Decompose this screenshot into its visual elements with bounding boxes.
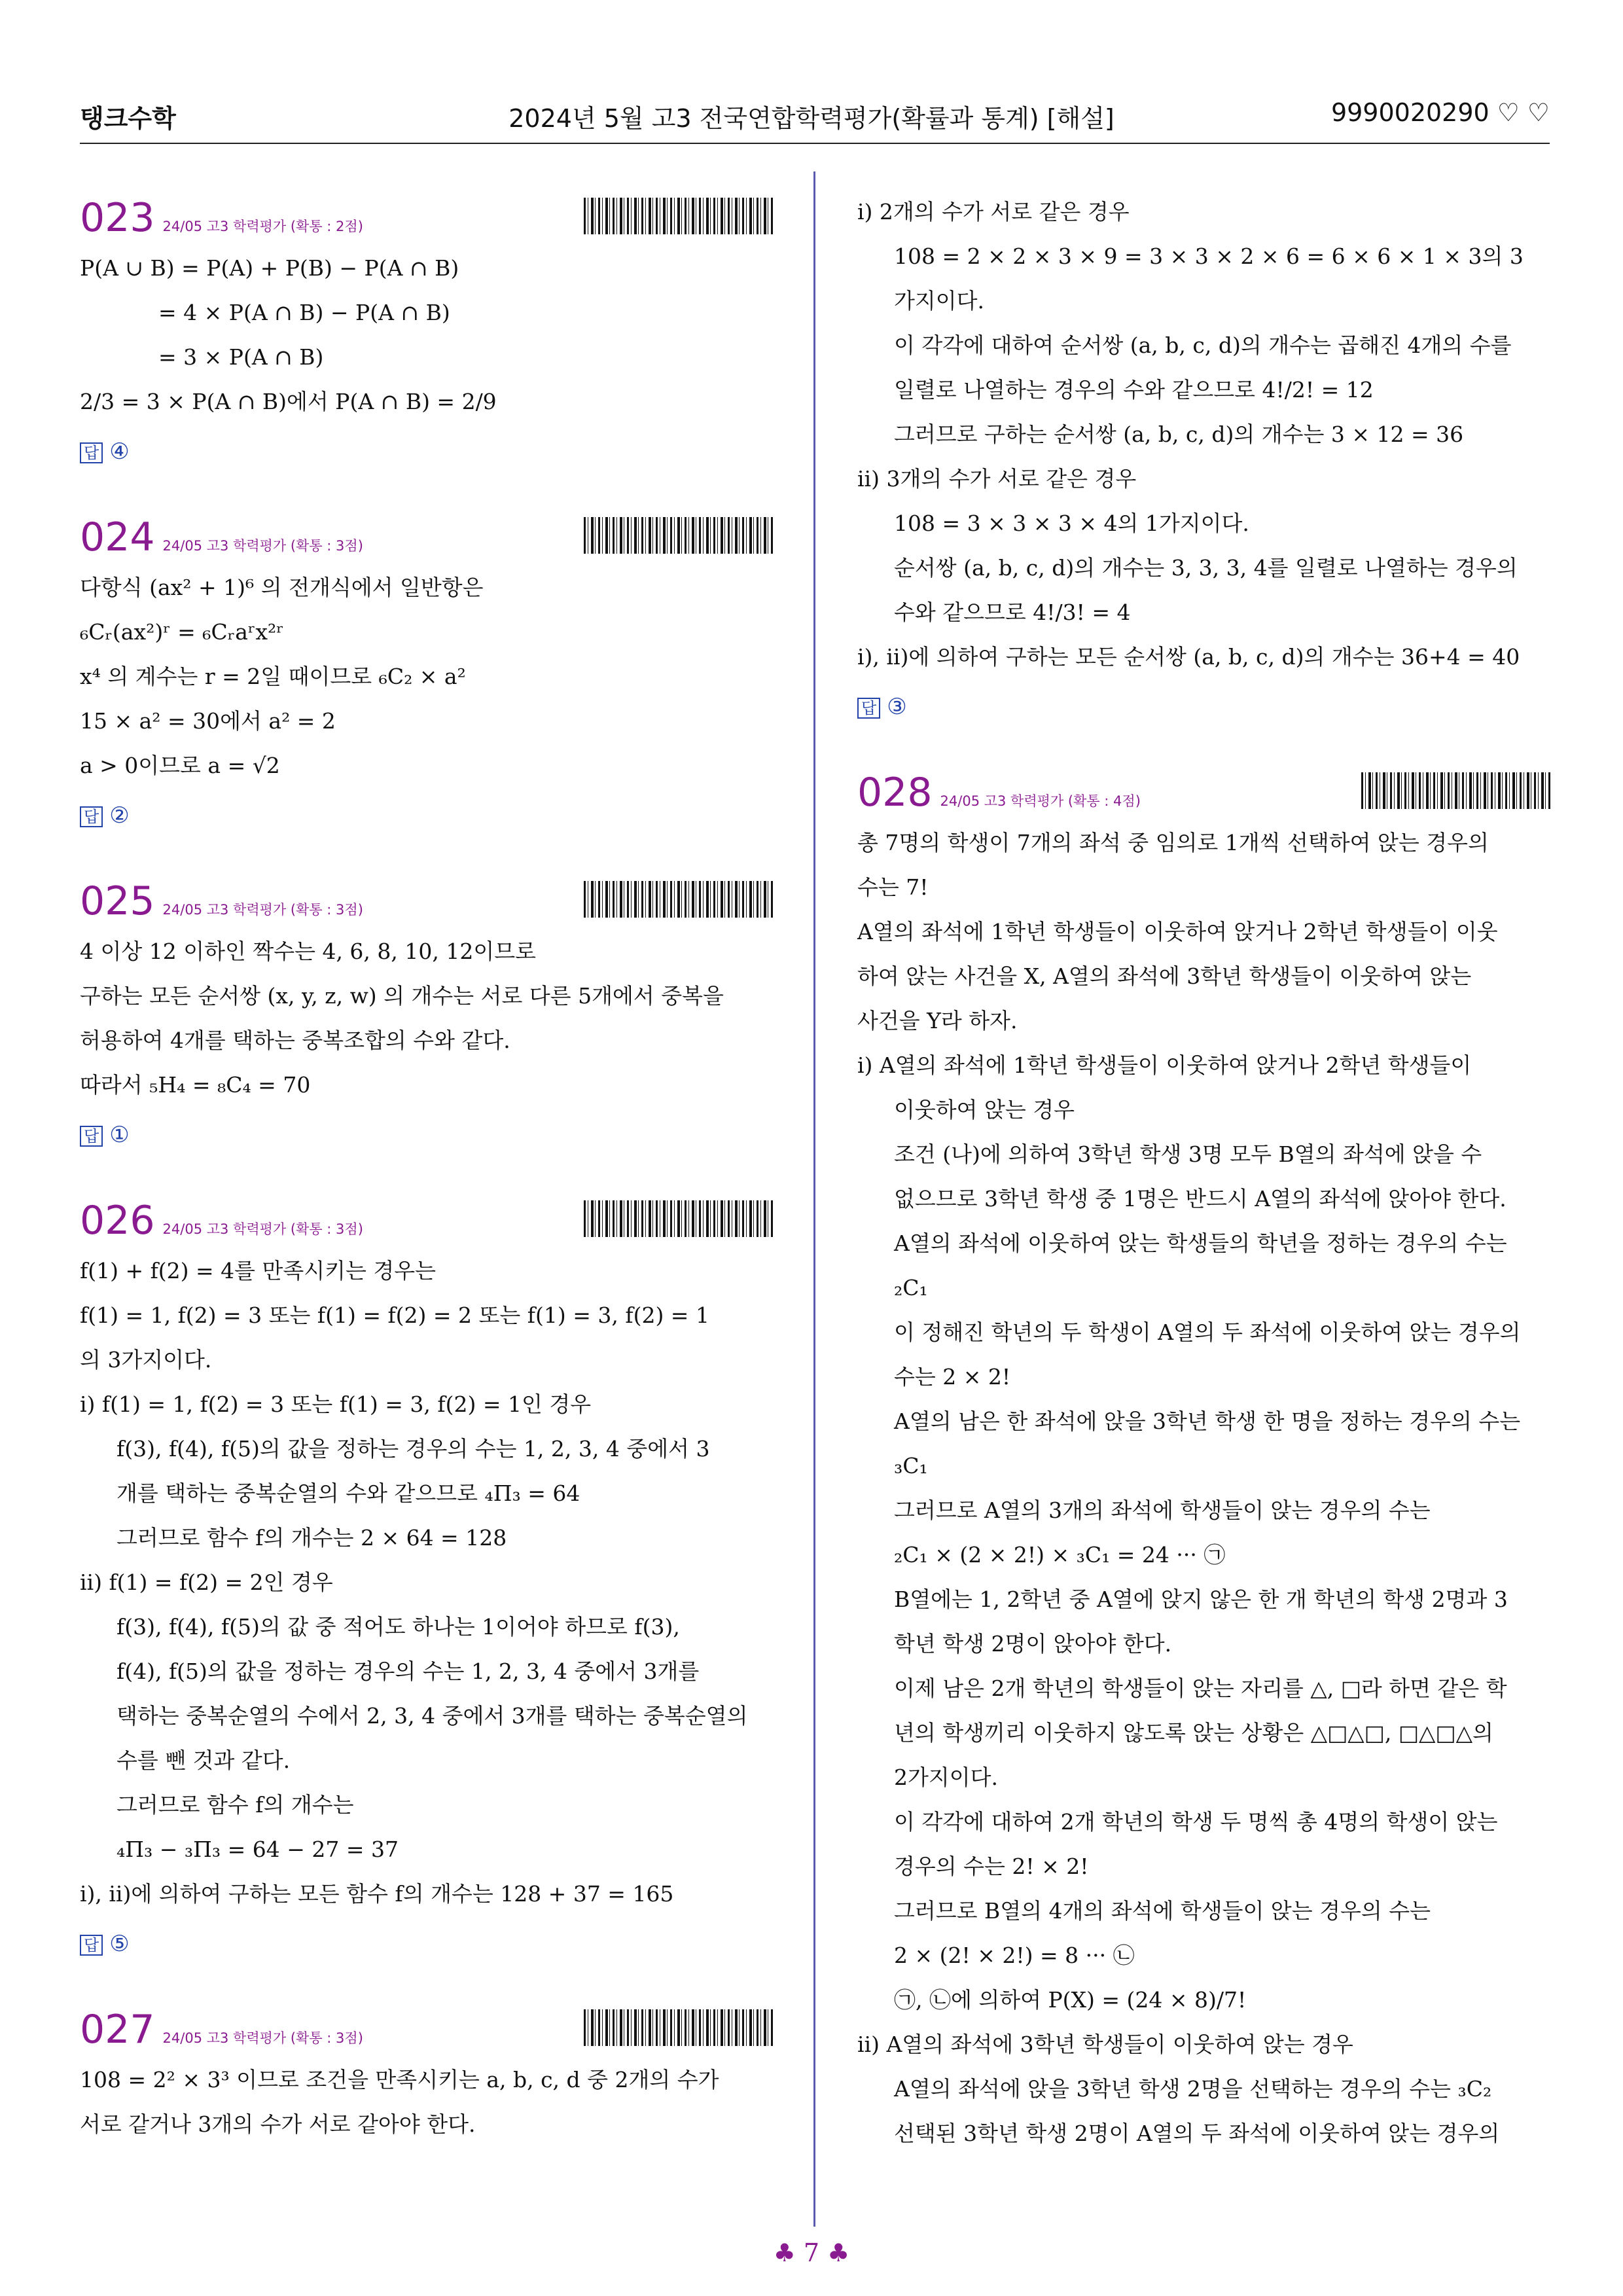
solution-line: 수는 2 × 2! — [894, 1364, 1011, 1390]
problem-number: 024 — [80, 514, 155, 560]
solution-line: 일렬로 나열하는 경우의 수와 같으므로 4!/2! = 12 — [894, 377, 1374, 403]
solution-line: 개를 택하는 중복순열의 수와 같으므로 ₄Π₃ = 64 — [116, 1480, 580, 1506]
problem-block — [80, 190, 774, 474]
solution-line: f(1) = 1, f(2) = 3 또는 f(1) = f(2) = 2 또는 f(1) = 3, f(2) = 1 — [80, 1302, 709, 1328]
solution-line: 하여 앉는 사건을 X, A열의 좌석에 3학년 학생들이 이웃하여 앉는 — [857, 963, 1472, 989]
solution-line: 택하는 중복순열의 수에서 2, 3, 4 중에서 3개를 택하는 중복순열의 — [116, 1703, 748, 1729]
answer-line — [80, 1922, 774, 1966]
brand-title: 탱크수학 — [80, 104, 176, 133]
problem-block — [80, 2001, 774, 2147]
problem-number: 028 — [857, 770, 933, 816]
solution-line: 2/3 = 3 × P(A ∩ B)에서 P(A ∩ B) = 2/9 — [80, 389, 497, 414]
answer-label: 답 — [80, 1935, 103, 1956]
solution-line: ⅰ), ⅱ)에 의하여 구하는 모든 순서쌍 (a, b, c, d)의 개수는 36+4 = 40 — [857, 644, 1520, 670]
solution-line: 허용하여 4개를 택하는 중복조합의 수와 같다. — [80, 1028, 510, 1053]
solution-line: 조건 (나)에 의하여 3학년 학생 3명 모두 B열의 좌석에 앉을 수 — [894, 1141, 1482, 1167]
solution-line: B열에는 1, 2학년 중 A열에 앉지 않은 한 개 학년의 학생 2명과 3 — [894, 1587, 1508, 1612]
solution-line: 총 7명의 학생이 7개의 좌석 중 임의로 1개씩 선택하여 앉는 경우의 — [857, 830, 1489, 855]
problem-header — [80, 509, 774, 565]
solution-line: 학년 학생 2명이 앉아야 한다. — [894, 1631, 1172, 1657]
problem-number: 025 — [80, 878, 155, 924]
solution-line: ⅱ) 3개의 수가 서로 같은 경우 — [857, 466, 1137, 492]
solution-line: 그러므로 A열의 3개의 좌석에 학생들이 앉는 경우의 수는 — [894, 1498, 1431, 1523]
solution-line: ㉠, ㉡에 의하여 P(X) = (24 × 8)/7! — [894, 1987, 1247, 2013]
problem-number: 026 — [80, 1198, 155, 1244]
solution-line: 이제 남은 2개 학년의 학생들이 앉는 자리를 △, □라 하면 같은 학 — [894, 1676, 1507, 1701]
solution-line: 이 각각에 대하여 순서쌍 (a, b, c, d)의 개수는 곱해진 4개의 수를 — [894, 332, 1512, 358]
answer-label: 답 — [80, 442, 103, 463]
answer-value: ④ — [109, 439, 130, 465]
solution-line: 그러므로 함수 f의 개수는 2 × 64 = 128 — [116, 1525, 507, 1551]
answer-value: ② — [109, 802, 130, 829]
solution-line: 선택된 3학년 학생 2명이 A열의 두 좌석에 이웃하여 앉는 경우의 — [894, 2121, 1500, 2146]
problem-block — [857, 764, 1551, 2156]
solution-line: ⅱ) f(1) = f(2) = 2인 경우 — [80, 1570, 333, 1595]
answer-label: 답 — [80, 1126, 103, 1147]
problem-header — [80, 2001, 774, 2058]
solution-line: 년의 학생끼리 이웃하지 않도록 앉는 상황은 △□△□, □△□△의 — [894, 1720, 1493, 1746]
solution-line: 없으므로 3학년 학생 중 1명은 반드시 A열의 좌석에 앉아야 한다. — [894, 1186, 1507, 1211]
problem-header — [857, 764, 1551, 821]
answer-label: 답 — [857, 698, 880, 719]
problem-header — [80, 1193, 774, 1249]
solution-line: 108 = 2² × 3³ 이므로 조건을 만족시키는 a, b, c, d 중 2개의 수가 — [80, 2067, 719, 2092]
solution-line: 그러므로 B열의 4개의 좌석에 학생들이 앉는 경우의 수는 — [894, 1898, 1431, 1924]
solution-line: 수와 같으므로 4!/3! = 4 — [894, 600, 1131, 625]
solution-line: ⅰ), ⅱ)에 의하여 구하는 모든 함수 f의 개수는 128 + 37 = 165 — [80, 1881, 674, 1907]
problem-block — [857, 190, 1551, 729]
solution-line: 가지이다. — [894, 288, 985, 314]
solution-line: x⁴ 의 계수는 r = 2일 때이므로 ₆C₂ × a² — [80, 664, 466, 689]
solution-line: ₂C₁ × (2 × 2!) × ₃C₁ = 24 ··· ㉠ — [894, 1542, 1226, 1568]
problem-source: 24/05 고3 학력평가 (확통 : 3점) — [162, 538, 363, 554]
solution-line: 서로 같거나 3개의 수가 서로 같아야 한다. — [80, 2111, 476, 2137]
solution-line: 경우의 수는 2! × 2! — [894, 1854, 1089, 1879]
problem-block — [80, 873, 774, 1157]
solution-line: 108 = 3 × 3 × 3 × 4의 1가지이다. — [894, 511, 1249, 536]
solution-line: A열의 남은 한 좌석에 앉을 3학년 학생 한 명을 정하는 경우의 수는 — [894, 1408, 1521, 1434]
solution-line: 이 정해진 학년의 두 학생이 A열의 두 좌석에 이웃하여 앉는 경우의 — [894, 1319, 1521, 1345]
solution-line: ⅱ) A열의 좌석에 3학년 학생들이 이웃하여 앉는 경우 — [857, 2032, 1353, 2057]
problem-source: 24/05 고3 학력평가 (확통 : 2점) — [162, 219, 363, 234]
solution-line: 그러므로 함수 f의 개수는 — [116, 1792, 354, 1818]
answer-line — [80, 1113, 774, 1157]
answer-line — [80, 429, 774, 474]
solution-line: ⅰ) f(1) = 1, f(2) = 3 또는 f(1) = 3, f(2) = 1인 경우 — [80, 1391, 592, 1417]
solution-line: A열의 좌석에 1학년 학생들이 이웃하여 앉거나 2학년 학생들이 이웃 — [857, 919, 1498, 944]
solution-line: 구하는 모든 순서쌍 (x, y, z, w) 의 개수는 서로 다른 5개에서 중복을 — [80, 983, 724, 1009]
solution-line: 수는 7! — [857, 874, 929, 900]
page-number: ♣ 7 ♣ — [773, 2238, 850, 2267]
solution-line: ₆Cᵣ(ax²)ʳ = ₆Cᵣaʳx²ʳ — [80, 619, 284, 645]
solution-line: 순서쌍 (a, b, c, d)의 개수는 3, 3, 3, 4를 일렬로 나열하는 경우의 — [894, 555, 1518, 581]
barcode-icon — [584, 517, 774, 554]
solution-line: 2 × (2! × 2!) = 8 ··· ㉡ — [894, 1943, 1135, 1968]
right-column — [857, 190, 1551, 2191]
answer-value: ① — [109, 1122, 130, 1148]
barcode-icon — [584, 1200, 774, 1237]
solution-line: 108 = 2 × 2 × 3 × 9 = 3 × 3 × 2 × 6 = 6 × 6 × 1 × 3의 3 — [894, 243, 1524, 269]
problem-block — [80, 1193, 774, 1966]
barcode-icon — [584, 198, 774, 234]
solution-line: 이웃하여 앉는 경우 — [894, 1097, 1075, 1122]
problem-source: 24/05 고3 학력평가 (확통 : 3점) — [162, 1221, 363, 1237]
solution-line: f(4), f(5)의 값을 정하는 경우의 수는 1, 2, 3, 4 중에서 3개를 — [116, 1659, 700, 1684]
solution-line: = 4 × P(A ∩ B) − P(A ∩ B) — [158, 300, 450, 325]
solution-line: 따라서 ₅H₄ = ₈C₄ = 70 — [80, 1072, 311, 1098]
barcode-icon — [1361, 772, 1551, 809]
solution-line: f(3), f(4), f(5)의 값 중 적어도 하나는 1이어야 하므로 f(3), — [116, 1614, 680, 1640]
document-code: 9990020290 ♡ ♡ — [1330, 98, 1550, 127]
problem-source: 24/05 고3 학력평가 (확통 : 3점) — [162, 2030, 363, 2046]
barcode-icon — [584, 881, 774, 918]
solution-line: 15 × a² = 30에서 a² = 2 — [80, 708, 336, 734]
header-divider — [80, 143, 1550, 144]
solution-line: = 3 × P(A ∩ B) — [158, 344, 324, 370]
solution-line: 그러므로 구하는 순서쌍 (a, b, c, d)의 개수는 3 × 12 = 36 — [894, 422, 1464, 447]
answer-line — [857, 685, 1551, 729]
solution-line: ⅰ) 2개의 수가 서로 같은 경우 — [857, 199, 1130, 224]
answer-label: 답 — [80, 806, 103, 827]
solution-line: ₂C₁ — [894, 1275, 928, 1300]
solution-line: f(1) + f(2) = 4를 만족시키는 경우는 — [80, 1258, 437, 1283]
solution-line: 사건을 Y라 하자. — [857, 1008, 1018, 1033]
solution-line: ₄Π₃ − ₃Π₃ = 64 − 27 = 37 — [116, 1837, 399, 1862]
solution-line: A열의 좌석에 앉을 3학년 학생 2명을 선택하는 경우의 수는 ₃C₂ — [894, 2076, 1492, 2102]
solution-line: 2가지이다. — [894, 1765, 998, 1790]
solution-line: a > 0이므로 a = √2 — [80, 753, 280, 778]
column-divider — [813, 171, 815, 2227]
answer-value: ③ — [887, 694, 907, 720]
answer-line — [80, 793, 774, 838]
answer-value: ⑤ — [109, 1931, 130, 1957]
solution-line: P(A ∪ B) = P(A) + P(B) − P(A ∩ B) — [80, 255, 459, 281]
solution-line: 4 이상 12 이하인 짝수는 4, 6, 8, 10, 12이므로 — [80, 939, 536, 964]
solution-line: 이 각각에 대하여 2개 학년의 학생 두 명씩 총 4명의 학생이 앉는 — [894, 1809, 1498, 1835]
problem-number: 023 — [80, 195, 155, 241]
problem-block — [80, 509, 774, 838]
solution-line: 수를 뺀 것과 같다. — [116, 1748, 291, 1773]
solution-line: ₃C₁ — [894, 1453, 928, 1479]
solution-line: ⅰ) A열의 좌석에 1학년 학생들이 이웃하여 앉거나 2학년 학생들이 — [857, 1052, 1472, 1078]
document-title: 2024년 5월 고3 전국연합학력평가(확률과 통계) [해설] — [508, 104, 1115, 133]
solution-line: 다항식 (ax² + 1)⁶ 의 전개식에서 일반항은 — [80, 575, 484, 600]
solution-line: A열의 좌석에 이웃하여 앉는 학생들의 학년을 정하는 경우의 수는 — [894, 1230, 1507, 1256]
solution-line: f(3), f(4), f(5)의 값을 정하는 경우의 수는 1, 2, 3, 4 중에서 3 — [116, 1436, 710, 1462]
problem-header — [80, 190, 774, 246]
problem-source: 24/05 고3 학력평가 (확통 : 3점) — [162, 902, 363, 918]
problem-source: 24/05 고3 학력평가 (확통 : 4점) — [940, 793, 1141, 809]
problem-number: 027 — [80, 2007, 155, 2053]
problem-header — [80, 873, 774, 929]
solution-line: 의 3가지이다. — [80, 1347, 212, 1372]
barcode-icon — [584, 2009, 774, 2046]
left-column — [80, 190, 774, 2182]
